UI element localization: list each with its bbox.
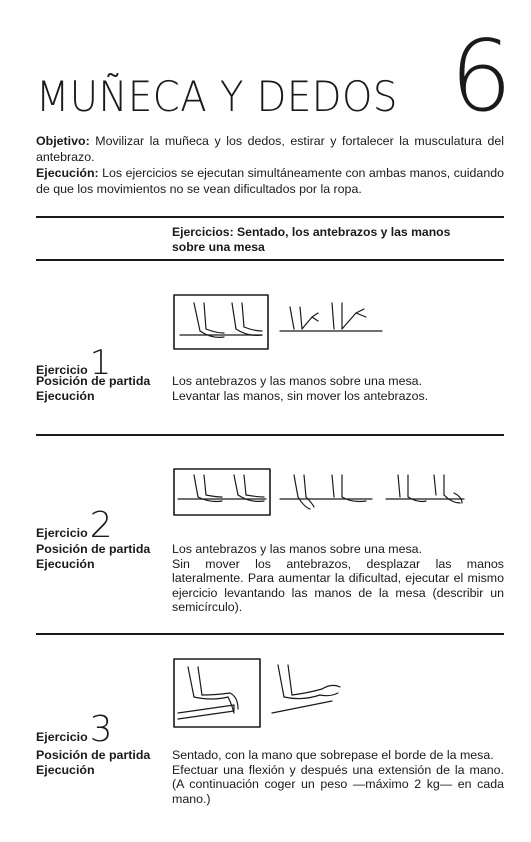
exercise-2-execution: Sin mover los antebrazos, desplazar las manos lateralmente. Para aumentar la dificultad, ejecutar el mismo ejercicio levantando las manos de la mesa (describir un semicírculo). bbox=[172, 556, 504, 615]
start-position-label: Posición de partida bbox=[36, 542, 151, 556]
objective-paragraph bbox=[36, 133, 504, 165]
exercise-1-label: Ejercicio bbox=[36, 363, 88, 377]
start-position-label: Posición de partida bbox=[36, 748, 151, 762]
execution-label: Ejecución bbox=[36, 388, 95, 403]
exercise-2-number: 2 bbox=[89, 505, 113, 546]
execution-text: Los ejercicios se ejecutan simultáneamente con ambas manos, cuidando de que los movimientos no se vean dificultados por la ropa. bbox=[36, 166, 504, 196]
exercise-3-text bbox=[172, 748, 504, 806]
exercise-3-label: Ejercicio bbox=[36, 730, 88, 744]
exercise-2-label: Ejercicio bbox=[36, 526, 88, 540]
exercise-2-frame-start bbox=[174, 469, 270, 515]
exercise-1-frame-start bbox=[174, 295, 268, 349]
exercise-3-frame-start bbox=[174, 659, 260, 727]
objective-label: Objetivo: bbox=[36, 134, 90, 148]
execution-label: Ejecución bbox=[36, 556, 95, 571]
objective-text: Movilizar la muñeca y los dedos, estirar y fortalecer la musculatura del antebrazo. bbox=[36, 134, 504, 164]
start-position-label: Posición de partida bbox=[36, 374, 151, 388]
exercise-3-number: 3 bbox=[89, 709, 113, 750]
exercise-3-execution: Efectuar una flexión y después una extensión de la mano. (A continuación coger un peso —máximo 2 kg— en cada mano.) bbox=[172, 762, 504, 806]
exercise-2-text bbox=[172, 542, 504, 615]
execution-label: Ejecución bbox=[36, 762, 95, 777]
execution-label: Ejecución: bbox=[36, 166, 99, 180]
divider bbox=[36, 434, 504, 436]
exercise-2-meta-labels bbox=[36, 542, 172, 571]
exercise-2-illustration bbox=[172, 467, 467, 519]
exercise-1-start-position: Los antebrazos y las manos sobre una mesa. bbox=[172, 374, 423, 388]
divider bbox=[36, 259, 504, 261]
exercise-3-start-position: Sentado, con la mano que sobrepase el borde de la mesa. bbox=[172, 748, 494, 762]
exercise-1-number: 1 bbox=[89, 343, 112, 383]
exercise-2-start-position: Los antebrazos y las manos sobre una mesa. bbox=[172, 542, 423, 556]
section-heading: Ejercicios: Sentado, los antebrazos y las manos sobre una mesa bbox=[172, 225, 451, 254]
divider bbox=[36, 216, 504, 218]
exercise-1-execution: Levantar las manos, sin mover los antebrazos. bbox=[172, 388, 429, 403]
exercise-1-text bbox=[172, 374, 504, 403]
page-title: MUÑECA Y DEDOS bbox=[36, 72, 398, 121]
chapter-number: 6 bbox=[450, 20, 513, 134]
exercise-3-title bbox=[36, 709, 113, 750]
execution-paragraph bbox=[36, 165, 504, 197]
exercise-2-title bbox=[36, 505, 113, 546]
divider bbox=[36, 633, 504, 635]
exercise-3-illustration bbox=[172, 657, 362, 729]
exercise-1-meta-labels bbox=[36, 374, 172, 403]
intro-block bbox=[36, 133, 504, 197]
exercise-3-meta-labels bbox=[36, 748, 172, 777]
exercise-1-illustration bbox=[172, 293, 397, 353]
